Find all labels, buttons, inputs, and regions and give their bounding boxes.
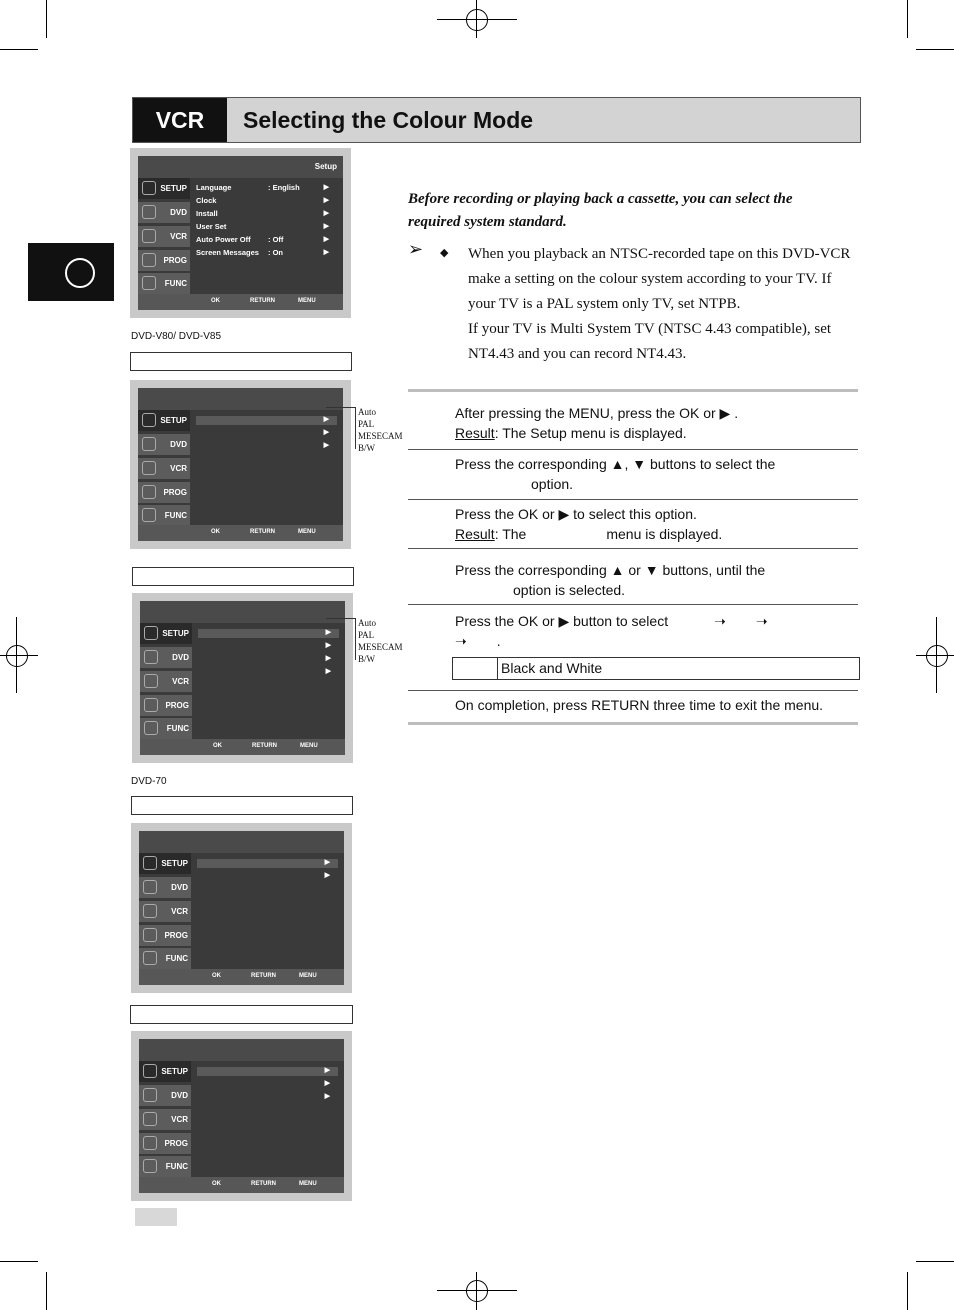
menu-side-setup: SETUP	[138, 410, 190, 431]
divider	[408, 449, 858, 450]
section-header	[132, 97, 861, 143]
bw-text: Black and White	[501, 660, 603, 676]
registration-mark	[476, 1272, 477, 1310]
menu-side-dvd: DVD	[140, 647, 192, 668]
callout-line	[326, 407, 356, 408]
registration-mark	[466, 9, 488, 31]
menu-row: ▶	[325, 629, 331, 636]
registration-mark	[16, 617, 17, 693]
menu-side-setup: SETUP	[139, 1061, 191, 1082]
callout-line	[355, 407, 356, 449]
disc-icon	[142, 437, 156, 451]
tape-icon	[142, 461, 156, 475]
crop-mark	[916, 49, 954, 50]
registration-mark	[437, 1290, 517, 1291]
divider	[408, 548, 858, 549]
menu-screenshot	[131, 1031, 352, 1201]
menu-screenshot	[132, 593, 353, 763]
note-text: When you playback an NTSC-recorded tape on this DVD-VCR make a setting on the colour system according to your TV. If your TV is a PAL system only TV, set NTPB. If your TV is Multi System TV (NTSC 4.43 compatible), set NT4.43 and you can record NT4.43.	[468, 246, 851, 362]
menu-side-setup: SETUP	[140, 623, 192, 644]
menu-row: ▶	[325, 668, 331, 675]
menu-row: ▶	[325, 655, 331, 662]
model-caption: DVD-70	[131, 776, 167, 787]
gear-icon	[142, 413, 156, 427]
menu-top-bar	[139, 1039, 344, 1061]
divider	[408, 499, 858, 500]
note-arrow-icon: ➢	[408, 239, 424, 259]
gear-icon	[143, 856, 157, 870]
registration-mark	[6, 645, 28, 667]
menu-side-setup: SETUP	[139, 853, 191, 874]
menu-side-vcr: VCR	[139, 901, 191, 922]
menu-row: Clock ▶	[196, 196, 329, 205]
menu-row: ▶	[324, 859, 330, 866]
menu-side-func: FUNC	[139, 948, 191, 969]
menu-side-prog: PROG	[139, 925, 191, 946]
registration-mark	[476, 0, 477, 38]
crop-mark	[0, 1261, 38, 1262]
page-title: Selecting the Colour Mode	[243, 107, 534, 133]
clock-icon	[142, 253, 156, 267]
func-icon	[142, 508, 156, 522]
registration-mark	[936, 617, 937, 693]
disc-icon	[142, 205, 156, 219]
screen-label-box	[132, 567, 354, 586]
screen-label-box	[130, 1005, 353, 1024]
func-icon	[142, 276, 156, 290]
divider	[408, 722, 858, 725]
menu-top-label: Setup	[138, 156, 343, 178]
menu-side-dvd: DVD	[138, 202, 190, 223]
menu-row: ▶	[323, 429, 329, 436]
registration-mark	[466, 1280, 488, 1302]
crop-mark	[0, 49, 38, 50]
screen-label-box	[131, 796, 353, 815]
menu-side-dvd: DVD	[139, 877, 191, 898]
registration-mark	[0, 655, 38, 656]
menu-row: ▶	[323, 416, 329, 423]
func-icon	[143, 951, 157, 965]
menu-side-dvd: DVD	[139, 1085, 191, 1106]
step-6: On completion, press RETURN three time to exit the menu.	[455, 697, 824, 713]
menu-bottom-bar: OK RETURN MENU	[139, 1177, 344, 1193]
tape-icon	[144, 674, 158, 688]
crop-mark	[907, 1272, 908, 1310]
menu-top-bar	[140, 601, 345, 623]
menu-side-dvd: DVD	[138, 434, 190, 455]
divider	[408, 690, 858, 691]
menu-side-func: FUNC	[139, 1156, 191, 1177]
menu-bottom-bar: OK RETURN MENU	[139, 969, 344, 985]
menu-screenshot	[131, 823, 352, 993]
gear-icon	[142, 181, 156, 195]
disc-icon	[143, 1088, 157, 1102]
page-number-box	[135, 1208, 177, 1226]
menu-row: ▶	[324, 1093, 330, 1100]
step-2: Press the corresponding ▲, ▼ buttons to select the option.	[455, 456, 776, 492]
menu-side-prog: PROG	[140, 695, 192, 716]
menu-row: Auto Power Off : Off ▶	[196, 235, 329, 244]
menu-top-bar	[138, 388, 343, 410]
menu-side-func: FUNC	[138, 505, 190, 526]
divider	[408, 604, 858, 605]
clock-icon	[142, 485, 156, 499]
disc-icon	[143, 880, 157, 894]
func-icon	[143, 1159, 157, 1173]
menu-row: User Set ▶	[196, 222, 329, 231]
disc-icon	[144, 650, 158, 664]
menu-side-func: FUNC	[138, 273, 190, 294]
gear-icon	[144, 626, 158, 640]
bullet-icon: ◆	[440, 247, 449, 259]
menu-side-vcr: VCR	[138, 458, 190, 479]
menu-side-func: FUNC	[140, 718, 192, 739]
menu-bottom-bar: OK RETURN MENU	[138, 525, 343, 541]
tape-icon	[142, 229, 156, 243]
menu-row: ▶	[324, 1080, 330, 1087]
bw-legend	[452, 657, 860, 680]
crop-mark	[46, 0, 47, 38]
menu-row: Install ▶	[196, 209, 329, 218]
crop-mark	[907, 0, 908, 38]
crop-mark	[916, 1261, 954, 1262]
menu-side-vcr: VCR	[138, 226, 190, 247]
section-tab: VCR	[133, 98, 227, 142]
clock-icon	[143, 1136, 157, 1150]
menu-bottom-bar: OK RETURN MENU	[138, 294, 343, 310]
func-icon	[144, 721, 158, 735]
bw-divider	[497, 658, 498, 679]
step-4: Press the corresponding ▲ or ▼ buttons, until the option is selected.	[455, 562, 766, 598]
menu-side-prog: PROG	[139, 1133, 191, 1154]
clock-icon	[143, 928, 157, 942]
registration-mark	[437, 19, 517, 20]
menu-top-bar	[139, 831, 344, 853]
circle-icon	[65, 258, 95, 288]
menu-row: ▶	[324, 872, 330, 879]
menu-side-vcr: VCR	[140, 671, 192, 692]
step-1: After pressing the MENU, press the OK or ▶ . Result: The Setup menu is displayed.	[455, 405, 739, 441]
crop-mark	[46, 1272, 47, 1310]
gear-icon	[143, 1064, 157, 1078]
registration-mark	[916, 655, 954, 656]
step-5: Press the OK or ▶ button to select ➝ ➝ ➝ .	[455, 613, 768, 649]
menu-screenshot-setup	[130, 148, 351, 318]
tape-icon	[143, 1112, 157, 1126]
tape-icon	[143, 904, 157, 918]
menu-side-vcr: VCR	[139, 1109, 191, 1130]
menu-row: ▶	[324, 1067, 330, 1074]
callout-line	[355, 618, 356, 660]
registration-mark	[926, 645, 948, 667]
colour-options-list: Auto PAL MESECAM B/W	[358, 407, 403, 453]
menu-row: Language : English ▶	[196, 183, 329, 192]
menu-row: ▶	[325, 642, 331, 649]
language-tab	[28, 243, 114, 301]
screen-label-box	[130, 352, 352, 371]
step-3: Press the OK or ▶ to select this option. Result: The menu is displayed.	[455, 506, 723, 542]
menu-bottom-bar: OK RETURN MENU	[140, 739, 345, 755]
divider	[408, 389, 858, 392]
menu-side-setup: SETUP	[138, 178, 190, 199]
menu-row: ▶	[323, 442, 329, 449]
model-caption: DVD-V80/ DVD-V85	[131, 331, 222, 342]
colour-options-list: Auto PAL MESECAM B/W	[358, 618, 403, 664]
intro-text: Before recording or playing back a cassette, you can select the required system standard.	[408, 191, 793, 230]
menu-side-prog: PROG	[138, 482, 190, 503]
clock-icon	[144, 698, 158, 712]
menu-side-prog: PROG	[138, 250, 190, 271]
menu-screenshot	[130, 380, 351, 549]
menu-row: Screen Messages : On ▶	[196, 248, 329, 257]
callout-line	[326, 618, 356, 619]
